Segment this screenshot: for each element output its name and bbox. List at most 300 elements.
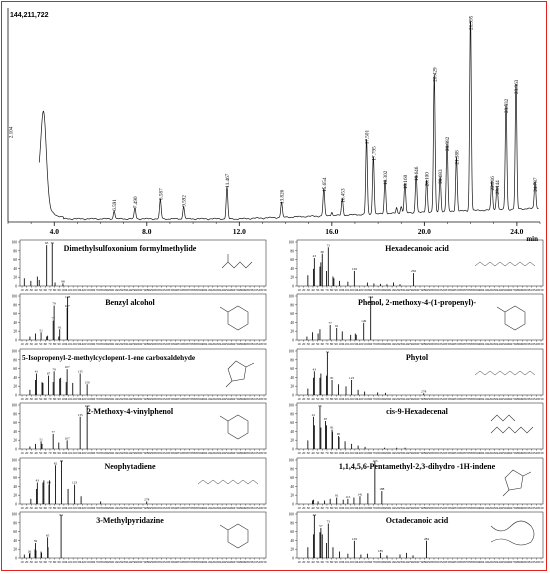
chain bbox=[198, 480, 258, 484]
spectrum-x-tick-label: 60 bbox=[43, 560, 47, 564]
spectrum-peak-label: 150 bbox=[84, 380, 90, 385]
structure-drawing bbox=[497, 306, 525, 330]
spectrum-title: Benzyl alcohol bbox=[105, 298, 155, 307]
spectrum-panel bbox=[289, 403, 544, 455]
spectrum-x-tick-label: 530 bbox=[261, 397, 267, 401]
spectrum-x-tick-label: 190 bbox=[103, 288, 109, 292]
spectrum-x-tick-label: 260 bbox=[412, 506, 418, 510]
spectrum-x-tick-label: 170 bbox=[370, 451, 377, 455]
spectrum-x-tick-label: 130 bbox=[75, 397, 81, 401]
spectrum-x-tick-label: 420 bbox=[487, 560, 493, 564]
spectrum-peak-label: 91 bbox=[335, 323, 339, 328]
spectrum-x-tick-label: 430 bbox=[491, 288, 498, 292]
chain bbox=[222, 262, 252, 268]
spectrum-x-tick-label: 500 bbox=[524, 506, 530, 510]
spectrum-x-tick-label: 270 bbox=[417, 397, 423, 401]
spectrum-x-tick-label: 170 bbox=[93, 506, 100, 510]
spectrum-x-tick-label: 130 bbox=[352, 342, 358, 346]
spectrum-peak-label: 51 bbox=[39, 437, 43, 442]
spectrum-x-tick-label: 210 bbox=[112, 397, 118, 401]
spectrum-x-tick-label: 20 bbox=[301, 342, 306, 346]
spectrum-x-tick-label: 270 bbox=[417, 342, 423, 346]
spectrum-x-tick-label: 340 bbox=[173, 451, 179, 455]
spectrum-x-tick-label: 190 bbox=[103, 451, 109, 455]
spectrum-peak-label: 67 bbox=[46, 371, 51, 376]
spectrum-x-tick-label: 150 bbox=[84, 451, 90, 455]
spectrum-x-tick-label: 290 bbox=[149, 560, 155, 564]
spectrum-x-tick-label: 420 bbox=[487, 342, 493, 346]
spectrum-title: Phytol bbox=[405, 353, 429, 362]
spectrum-x-tick-label: 10 bbox=[20, 288, 24, 292]
spectrum-y-tick-label: 0 bbox=[292, 393, 294, 398]
spectrum-x-tick-label: 120 bbox=[70, 288, 76, 292]
spectrum-x-tick-label: 40 bbox=[34, 342, 38, 346]
spectrum-peak-label: 278 bbox=[144, 497, 150, 502]
spectrum-x-tick-label: 130 bbox=[75, 288, 81, 292]
spectrum-x-tick-label: 530 bbox=[538, 288, 544, 292]
spectrum-peak-label: 188 bbox=[379, 487, 385, 492]
spectrum-x-tick-label: 250 bbox=[131, 288, 137, 292]
spectrum-peak-label: 278 bbox=[421, 389, 427, 394]
spectrum-x-tick-label: 200 bbox=[384, 560, 390, 564]
spectrum-x-tick-label: 430 bbox=[491, 451, 498, 455]
spectrum-x-tick-label: 510 bbox=[529, 288, 535, 292]
chromatogram-peak-label: 2.104 bbox=[8, 126, 15, 139]
spectrum-x-tick-label: 490 bbox=[519, 506, 525, 510]
spectrum-x-tick-label: 270 bbox=[140, 288, 146, 292]
spectrum-x-tick-label: 360 bbox=[182, 451, 188, 455]
spectrum-x-tick-label: 270 bbox=[417, 288, 423, 292]
structure-drawing bbox=[491, 415, 533, 433]
spectrum-x-tick-label: 80 bbox=[329, 288, 334, 292]
spectrum-peak-label: 123 bbox=[349, 375, 355, 380]
spectrum-x-tick-label: 510 bbox=[252, 342, 258, 346]
spectrum-x-tick-label: 520 bbox=[533, 397, 539, 401]
spectrum-panel bbox=[289, 512, 544, 564]
spectrum-y-tick-label: 100 bbox=[11, 458, 17, 463]
spectrum-x-tick-label: 160 bbox=[366, 451, 372, 455]
spectrum-x-tick-label: 30 bbox=[29, 288, 34, 292]
spectrum-x-tick-label: 530 bbox=[261, 288, 267, 292]
spectrum-x-tick-label: 410 bbox=[482, 288, 488, 292]
spectrum-x-tick-label: 340 bbox=[450, 288, 456, 292]
spectrum-y-tick-label: 0 bbox=[292, 338, 294, 343]
spectrum-x-tick-label: 300 bbox=[154, 288, 160, 292]
spectrum-x-tick-label: 350 bbox=[177, 560, 183, 564]
spectrum-x-tick-label: 370 bbox=[186, 506, 193, 510]
spectrum-x-tick-label: 380 bbox=[191, 288, 197, 292]
spectrum-x-tick-label: 500 bbox=[524, 397, 530, 401]
spectrum-x-tick-label: 250 bbox=[408, 397, 414, 401]
spectrum-x-tick-label: 60 bbox=[43, 451, 47, 455]
spectrum-x-tick-label: 200 bbox=[107, 288, 113, 292]
spectrum-x-tick-label: 140 bbox=[356, 506, 363, 510]
spectrum-x-tick-label: 280 bbox=[145, 506, 151, 510]
spectrum-x-tick-label: 350 bbox=[454, 288, 460, 292]
spectrum-x-tick-label: 460 bbox=[228, 397, 234, 401]
spectrum-x-tick-label: 420 bbox=[487, 397, 493, 401]
spectrum-x-tick-label: 530 bbox=[538, 560, 544, 564]
structure-drawing bbox=[220, 415, 248, 439]
spectrum-x-tick-label: 500 bbox=[247, 342, 253, 346]
ring bbox=[228, 524, 248, 548]
spectrum-x-tick-label: 140 bbox=[79, 342, 86, 346]
chromatogram-tick-label: 16.0 bbox=[325, 227, 339, 236]
spectrum-x-tick-label: 330 bbox=[168, 560, 174, 564]
spectrum-x-tick-label: 480 bbox=[238, 506, 244, 510]
spectrum-x-tick-label: 370 bbox=[186, 451, 193, 455]
structure-drawing bbox=[475, 262, 535, 266]
spectrum-x-tick-label: 90 bbox=[334, 397, 338, 401]
spectrum-x-tick-label: 40 bbox=[34, 397, 38, 401]
chromatogram-peak-label: 24.787 bbox=[533, 177, 540, 192]
spectrum-x-tick-label: 10 bbox=[297, 342, 301, 346]
spectrum-x-tick-label: 450 bbox=[224, 397, 230, 401]
spectrum-x-tick-label: 210 bbox=[389, 451, 395, 455]
spectrum-x-tick-label: 280 bbox=[422, 397, 428, 401]
spectrum-y-tick-label: 20 bbox=[290, 438, 294, 443]
spectrum-x-tick-label: 120 bbox=[70, 342, 76, 346]
spectrum-y-tick-label: 0 bbox=[15, 502, 17, 507]
spectrum-title: 1,1,4,5,6-Pentamethyl-2,3-dihydro -1H-indene bbox=[338, 462, 496, 471]
spectrum-x-tick-label: 360 bbox=[182, 397, 188, 401]
spectrum-x-tick-label: 300 bbox=[154, 560, 160, 564]
spectrum-x-tick-label: 490 bbox=[242, 342, 248, 346]
spectrum-x-tick-label: 340 bbox=[450, 506, 456, 510]
spectrum-x-tick-label: 420 bbox=[487, 506, 493, 510]
spectrum-peak-label: 43 bbox=[312, 513, 317, 517]
spectrum-peak-label: 91 bbox=[335, 493, 339, 498]
spectrum-x-tick-label: 150 bbox=[361, 451, 367, 455]
spectrum-peak-label: 75 bbox=[50, 241, 54, 245]
spectrum-x-tick-label: 160 bbox=[89, 342, 95, 346]
spectrum-x-tick-label: 260 bbox=[135, 342, 141, 346]
spectrum-panel bbox=[12, 240, 267, 292]
chromatogram-unit-label: min bbox=[526, 235, 538, 243]
spectrum-x-tick-label: 380 bbox=[191, 342, 197, 346]
spectrum-x-tick-label: 350 bbox=[177, 397, 183, 401]
spectrum-x-tick-label: 380 bbox=[468, 342, 474, 346]
spectrum-x-tick-label: 140 bbox=[79, 288, 86, 292]
spectrum-x-tick-label: 260 bbox=[412, 451, 418, 455]
spectrum-x-tick-label: 470 bbox=[233, 397, 239, 401]
spectrum-x-tick-label: 310 bbox=[159, 288, 165, 292]
spectrum-x-tick-label: 330 bbox=[445, 560, 451, 564]
spectrum-x-tick-label: 120 bbox=[70, 397, 76, 401]
spectrum-x-tick-label: 190 bbox=[380, 288, 386, 292]
spectrum-x-tick-label: 390 bbox=[196, 451, 202, 455]
spectrum-y-tick-label: 0 bbox=[15, 284, 17, 289]
spectrum-y-tick-label: 20 bbox=[13, 493, 17, 498]
spectrum-x-tick-label: 480 bbox=[238, 288, 244, 292]
spectrum-x-tick-label: 520 bbox=[256, 397, 262, 401]
spectrum-x-tick-label: 350 bbox=[177, 506, 183, 510]
spectrum-x-tick-label: 420 bbox=[210, 397, 216, 401]
spectrum-x-tick-label: 400 bbox=[200, 506, 207, 510]
spectrum-x-tick-label: 400 bbox=[477, 288, 484, 292]
spectrum-x-tick-label: 480 bbox=[238, 560, 244, 564]
spectrum-x-tick-label: 150 bbox=[84, 342, 90, 346]
spectrum-x-tick-label: 480 bbox=[515, 288, 521, 292]
spectrum-x-tick-label: 50 bbox=[38, 506, 43, 510]
spectrum-x-tick-label: 390 bbox=[473, 451, 479, 455]
spectrum-x-tick-label: 300 bbox=[154, 342, 160, 346]
spectrum-x-tick-label: 200 bbox=[107, 342, 113, 346]
spectrum-x-tick-label: 20 bbox=[24, 560, 29, 564]
spectrum-x-tick-label: 110 bbox=[343, 288, 349, 292]
spectrum-x-tick-label: 260 bbox=[412, 342, 418, 346]
spectrum-x-tick-label: 360 bbox=[459, 451, 465, 455]
spectrum-y-tick-label: 20 bbox=[13, 547, 17, 552]
spectrum-y-tick-label: 40 bbox=[13, 484, 17, 489]
spectrum-y-tick-label: 40 bbox=[13, 375, 17, 380]
spectrum-x-tick-label: 200 bbox=[384, 451, 390, 455]
spectrum-x-tick-label: 330 bbox=[445, 342, 451, 346]
spectrum-x-tick-label: 80 bbox=[52, 342, 57, 346]
spectrum-x-tick-label: 160 bbox=[89, 451, 95, 455]
spectrum-x-tick-label: 530 bbox=[261, 451, 267, 455]
spectrum-x-tick-label: 450 bbox=[501, 342, 507, 346]
spectrum-x-tick-label: 440 bbox=[219, 451, 225, 455]
spectrum-x-tick-label: 110 bbox=[66, 451, 72, 455]
spectrum-x-tick-label: 140 bbox=[356, 397, 363, 401]
spectrum-y-tick-label: 20 bbox=[13, 384, 17, 389]
spectrum-x-tick-label: 420 bbox=[487, 451, 493, 455]
spectrum-x-tick-label: 520 bbox=[256, 288, 262, 292]
spectrum-x-tick-label: 270 bbox=[417, 451, 423, 455]
spectrum-x-tick-label: 10 bbox=[20, 560, 24, 564]
spectrum-x-tick-label: 520 bbox=[533, 342, 539, 346]
spectrum-x-tick-label: 410 bbox=[205, 288, 211, 292]
spectrum-x-tick-label: 190 bbox=[380, 506, 386, 510]
spectrum-x-tick-label: 380 bbox=[468, 397, 474, 401]
spectrum-x-tick-label: 280 bbox=[422, 288, 428, 292]
spectrum-x-tick-label: 230 bbox=[121, 288, 127, 292]
spectrum-x-tick-label: 120 bbox=[70, 506, 76, 510]
spectrum-x-tick-label: 470 bbox=[510, 288, 516, 292]
spectrum-peak-label: 150 bbox=[84, 404, 90, 408]
spectrum-x-tick-label: 30 bbox=[306, 451, 311, 455]
spectrum-peak-label: 71 bbox=[325, 350, 330, 354]
spectrum-x-tick-label: 320 bbox=[440, 560, 446, 564]
spectrum-x-tick-label: 20 bbox=[301, 506, 306, 510]
spectrum-x-tick-label: 30 bbox=[306, 288, 311, 292]
spectrum-x-tick-label: 210 bbox=[112, 288, 118, 292]
spectrum-x-tick-label: 190 bbox=[103, 397, 109, 401]
spectrum-x-tick-label: 240 bbox=[403, 506, 409, 510]
spectrum-peak-label: 95 bbox=[336, 432, 341, 437]
spectrum-x-tick-label: 520 bbox=[533, 451, 539, 455]
spectrum-x-tick-label: 260 bbox=[135, 397, 141, 401]
spectrum-y-tick-label: 20 bbox=[290, 493, 294, 498]
spectrum-x-tick-label: 230 bbox=[121, 451, 127, 455]
spectrum-x-tick-label: 220 bbox=[394, 397, 400, 401]
spectrum-x-tick-label: 10 bbox=[20, 506, 24, 510]
spectrum-x-tick-label: 440 bbox=[219, 342, 225, 346]
spectrum-x-tick-label: 310 bbox=[436, 506, 442, 510]
spectrum-x-tick-label: 290 bbox=[426, 397, 432, 401]
spectrum-x-tick-label: 150 bbox=[361, 288, 367, 292]
spectrum-x-tick-label: 420 bbox=[210, 342, 216, 346]
spectrum-x-tick-label: 480 bbox=[238, 397, 244, 401]
spectrum-x-tick-label: 360 bbox=[459, 288, 465, 292]
spectrum-y-tick-label: 80 bbox=[13, 521, 17, 526]
spectrum-x-tick-label: 360 bbox=[459, 397, 465, 401]
spectrum-x-tick-label: 240 bbox=[403, 288, 409, 292]
spectrum-x-tick-label: 10 bbox=[20, 342, 24, 346]
spectrum-title: 3-Methylpyridazine bbox=[96, 516, 164, 525]
spectrum-y-tick-label: 100 bbox=[288, 294, 294, 299]
spectrum-x-tick-label: 60 bbox=[320, 397, 324, 401]
spectrum-y-tick-label: 80 bbox=[13, 467, 17, 472]
spectrum-y-tick-label: 0 bbox=[15, 556, 17, 561]
spectrum-x-tick-label: 330 bbox=[445, 288, 451, 292]
spectrum-x-tick-label: 40 bbox=[311, 397, 315, 401]
spectrum-x-tick-label: 210 bbox=[112, 451, 118, 455]
spectrum-x-tick-label: 10 bbox=[297, 397, 301, 401]
spectrum-y-tick-label: 20 bbox=[290, 275, 294, 280]
spectrum-title: Hexadecanoic acid bbox=[385, 244, 449, 253]
spectrum-x-tick-label: 240 bbox=[403, 451, 409, 455]
spectrum-x-tick-label: 110 bbox=[66, 506, 72, 510]
spectrum-x-tick-label: 250 bbox=[131, 342, 137, 346]
spectrum-x-tick-label: 410 bbox=[482, 506, 488, 510]
spectrum-x-tick-label: 530 bbox=[261, 560, 267, 564]
spectrum-x-tick-label: 250 bbox=[408, 288, 414, 292]
spectrum-x-tick-label: 30 bbox=[29, 397, 34, 401]
spectrum-x-tick-label: 290 bbox=[149, 288, 155, 292]
spectrum-peak-label: 41 bbox=[311, 412, 316, 417]
spectrum-x-tick-label: 30 bbox=[29, 451, 34, 455]
spectrum-x-tick-label: 60 bbox=[320, 288, 324, 292]
spectrum-y-tick-label: 60 bbox=[13, 367, 17, 372]
chromatogram-peak-label: 20.100 bbox=[424, 172, 431, 187]
spectrum-x-tick-label: 160 bbox=[366, 288, 372, 292]
spectrum-x-tick-label: 50 bbox=[38, 560, 43, 564]
chromatogram-tick-label: 24.0 bbox=[510, 227, 524, 236]
spectrum-x-tick-label: 180 bbox=[375, 560, 381, 564]
spectrum-title: Neophytadiene bbox=[104, 462, 156, 471]
spectrum-x-tick-label: 240 bbox=[126, 451, 132, 455]
spectrum-x-tick-label: 460 bbox=[505, 451, 511, 455]
spectrum-x-tick-label: 70 bbox=[325, 506, 329, 510]
spectrum-x-tick-label: 70 bbox=[325, 560, 329, 564]
spectrum-x-tick-label: 270 bbox=[140, 506, 146, 510]
spectrum-x-tick-label: 360 bbox=[182, 288, 188, 292]
spectrum-y-tick-label: 60 bbox=[13, 421, 17, 426]
spectrum-x-tick-label: 160 bbox=[366, 506, 372, 510]
spectrum-x-tick-label: 390 bbox=[473, 397, 479, 401]
spectrum-y-tick-label: 0 bbox=[292, 556, 294, 561]
spectrum-y-tick-label: 60 bbox=[290, 476, 294, 481]
spectrum-x-tick-label: 460 bbox=[228, 560, 234, 564]
spectrum-x-tick-label: 240 bbox=[126, 288, 132, 292]
spectrum-x-tick-label: 110 bbox=[66, 342, 72, 346]
spectrum-x-tick-label: 70 bbox=[48, 288, 52, 292]
spectrum-x-tick-label: 290 bbox=[426, 506, 432, 510]
chromatogram-peak-label: 18.302 bbox=[383, 170, 390, 185]
spectrum-x-tick-label: 410 bbox=[482, 397, 488, 401]
spectrum-x-tick-label: 210 bbox=[112, 342, 118, 346]
bond bbox=[503, 490, 509, 496]
spectrum-x-tick-label: 140 bbox=[356, 560, 363, 564]
spectrum-x-tick-label: 40 bbox=[311, 342, 315, 346]
spectrum-x-tick-label: 340 bbox=[450, 342, 456, 346]
spectrum-x-tick-label: 430 bbox=[214, 342, 221, 346]
spectrum-x-tick-label: 490 bbox=[519, 342, 525, 346]
spectrum-x-tick-label: 370 bbox=[186, 397, 193, 401]
spectrum-x-tick-label: 310 bbox=[159, 506, 165, 510]
spectrum-x-tick-label: 350 bbox=[454, 451, 460, 455]
spectrum-x-tick-label: 500 bbox=[524, 288, 530, 292]
spectrum-x-tick-label: 440 bbox=[496, 506, 502, 510]
spectrum-peak-label: 91 bbox=[58, 325, 62, 330]
spectrum-x-tick-label: 400 bbox=[477, 342, 484, 346]
spectrum-peak-label: 73 bbox=[326, 243, 331, 248]
spectrum-x-tick-label: 60 bbox=[320, 560, 324, 564]
spectrum-y-tick-label: 60 bbox=[13, 476, 17, 481]
spectrum-panel bbox=[12, 458, 267, 510]
spectrum-x-tick-label: 330 bbox=[445, 506, 451, 510]
spectrum-y-tick-label: 60 bbox=[290, 367, 294, 372]
spectrum-x-tick-label: 230 bbox=[121, 342, 127, 346]
spectrum-x-tick-label: 330 bbox=[445, 397, 451, 401]
spectrum-x-tick-label: 370 bbox=[463, 560, 470, 564]
spectrum-x-tick-label: 130 bbox=[352, 397, 358, 401]
spectrum-x-tick-label: 240 bbox=[403, 397, 409, 401]
spectrum-x-tick-label: 400 bbox=[200, 342, 207, 346]
spectrum-peak-label: 82 bbox=[53, 461, 58, 466]
spectrum-x-tick-label: 370 bbox=[186, 342, 193, 346]
spectrum-x-tick-label: 290 bbox=[426, 288, 432, 292]
spectrum-x-tick-label: 130 bbox=[75, 342, 81, 346]
spectrum-x-tick-label: 370 bbox=[463, 342, 470, 346]
spectrum-peak-label: 141 bbox=[357, 492, 363, 497]
spectrum-x-tick-label: 100 bbox=[338, 288, 344, 292]
spectrum-x-tick-label: 180 bbox=[375, 288, 381, 292]
spectrum-x-tick-label: 500 bbox=[247, 397, 253, 401]
spectrum-title: Phenol, 2-methoxy-4-(1-propenyl)- bbox=[357, 298, 477, 307]
spectrum-x-tick-label: 340 bbox=[450, 451, 456, 455]
spectrum-x-tick-label: 430 bbox=[214, 560, 221, 564]
chromatogram-peak-label: 11.467 bbox=[225, 173, 231, 188]
spectrum-panel bbox=[12, 403, 267, 455]
spectrum-y-tick-label: 40 bbox=[290, 429, 294, 434]
spectrum-x-tick-label: 460 bbox=[505, 560, 511, 564]
spectrum-y-tick-label: 80 bbox=[290, 521, 294, 526]
spectrum-x-tick-label: 40 bbox=[311, 451, 315, 455]
spectrum-x-tick-label: 400 bbox=[477, 506, 484, 510]
spectrum-x-tick-label: 220 bbox=[117, 397, 123, 401]
spectrum-x-tick-label: 270 bbox=[140, 397, 146, 401]
spectrum-x-tick-label: 360 bbox=[459, 506, 465, 510]
spectrum-x-tick-label: 280 bbox=[422, 560, 428, 564]
spectrum-x-tick-label: 270 bbox=[140, 342, 146, 346]
chain bbox=[491, 521, 534, 545]
spectrum-x-tick-label: 430 bbox=[214, 451, 221, 455]
spectrum-x-tick-label: 530 bbox=[538, 397, 544, 401]
spectrum-x-tick-label: 90 bbox=[57, 451, 61, 455]
spectrum-x-tick-label: 50 bbox=[315, 451, 320, 455]
spectrum-y-tick-label: 40 bbox=[290, 484, 294, 489]
spectrum-x-tick-label: 230 bbox=[398, 397, 404, 401]
spectrum-x-tick-label: 280 bbox=[422, 506, 428, 510]
spectrum-x-tick-label: 90 bbox=[334, 560, 338, 564]
spectrum-x-tick-label: 490 bbox=[242, 288, 248, 292]
spectrum-y-tick-label: 40 bbox=[290, 320, 294, 325]
chromatogram-peak-label: 9.592 bbox=[181, 195, 188, 207]
spectrum-y-tick-label: 100 bbox=[11, 403, 17, 408]
